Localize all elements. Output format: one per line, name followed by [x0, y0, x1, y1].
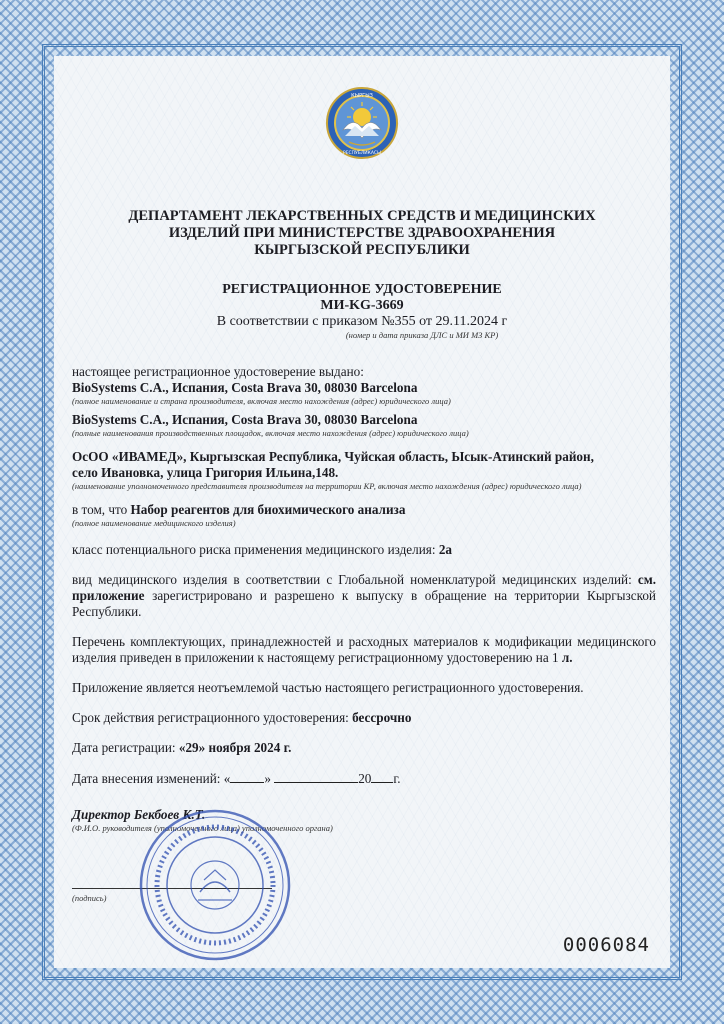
manufacturer: BioSystems С.А., Испания, Costa Brava 30, 08030 Barcelona [72, 380, 418, 395]
representative-note: (наименование уполномоченного представителя производителя на территории КР, включая место нахождения (адрес) юридического лица) [72, 481, 582, 491]
month-blank [274, 770, 358, 783]
changes-date-mid: » [264, 771, 275, 786]
risk-class-line [72, 542, 656, 558]
certificate-title: РЕГИСТРАЦИОННОЕ УДОСТОВЕРЕНИЕ [222, 282, 502, 297]
accessories-text: Перечень комплектующих, принадлежностей и расходных материалов к модификации медицинского изделия приведен в приложении к настоящему регистрационному удостоверению на 1 [72, 634, 656, 665]
changes-date-end: г. [393, 771, 401, 786]
certificate-number: МИ-KG-3669 [320, 298, 404, 313]
validity-value: бессрочно [352, 710, 412, 725]
changes-date-label: Дата внесения изменений: « [72, 771, 231, 786]
department-line: КЫРГЫЗСКОЙ РЕСПУБЛИКИ [254, 242, 470, 258]
registration-date-value: «29» ноября 2024 г. [178, 740, 292, 755]
department-line: ДЕПАРТАМЕНТ ЛЕКАРСТВЕННЫХ СРЕДСТВ И МЕДИЦИНСКИХ [128, 208, 596, 224]
certificate-page [54, 56, 670, 968]
risk-class-value: 2а [438, 542, 453, 557]
year-blank [371, 770, 393, 783]
certificate-body [72, 364, 656, 833]
signature-note: (подпись) [72, 893, 107, 903]
appendix-statement: Приложение является неотъемлемой частью настоящего регистрационного удостоверения. [72, 680, 584, 695]
manufacturer-note: (полное наименование и страна производителя, включая место нахождения (адрес) юридического лица) [72, 396, 451, 406]
department-line: ИЗДЕЛИЙ ПРИ МИНИСТЕРСТВЕ ЗДРАВООХРАНЕНИЯ [168, 225, 556, 241]
nomenclature-text: вид медицинского изделия в соответствии с Глобальной номенклатурой медицинских изделий: [72, 572, 638, 587]
production-sites: BioSystems С.А., Испания, Costa Brava 30, 08030 Barcelona [72, 412, 418, 427]
director-note: (Ф.И.О. руководителя (уполномоченного лица) уполномоченного органа) [72, 823, 333, 833]
changes-date-year: 20 [358, 771, 372, 786]
nomenclature-paragraph [72, 572, 656, 620]
official-stamp-icon [138, 808, 292, 962]
device-note: (полное наименование медицинского изделия) [72, 518, 236, 528]
registration-date-label: Дата регистрации: [72, 740, 179, 755]
accessories-paragraph [72, 634, 656, 666]
department-header [54, 208, 670, 259]
production-sites-note: (полные наименования производственных площадок, включая место нахождения (адрес) юридического лица) [72, 428, 469, 438]
representative-line: ОсОО «ИВАМЕД», Кыргызская Республика, Чуйская область, Ысык-Атинский район, [72, 449, 594, 464]
certificate-title-block [54, 282, 670, 340]
order-line: В соответствии с приказом №355 от 29.11.2024 г [216, 314, 508, 329]
registration-date-line [72, 740, 656, 756]
nomenclature-text-end: зарегистрировано и разрешено к выпуску в обращение на территории Кыргызской Республики. [72, 588, 656, 619]
risk-class-label: класс потенциального риска применения медицинского изделия: [72, 542, 439, 557]
serial-number: 0006084 [562, 934, 650, 956]
emblem-top-text: КЫРГЫЗ [351, 93, 373, 99]
validity-line [72, 710, 656, 726]
device-prefix: в том, что [72, 502, 131, 517]
order-note: (номер и дата приказа ДЛС и МИ МЗ КР) [345, 330, 499, 340]
state-emblem-icon [325, 86, 399, 160]
device-name: Набор реагентов для биохимического анализа [130, 502, 406, 517]
changes-date-line [72, 770, 656, 787]
issued-intro: настоящее регистрационное удостоверение выдано: [72, 364, 364, 379]
nomenclature-appendix: см. приложение [72, 572, 656, 603]
device-line [72, 502, 656, 518]
validity-label: Срок действия регистрационного удостоверения: [72, 710, 353, 725]
accessories-sheets: л. [561, 650, 573, 665]
director-name: Директор Бекбоев К.Т. [72, 807, 206, 822]
day-blank [230, 770, 264, 783]
representative-line: село Ивановка, улица Григория Ильина,148. [72, 465, 339, 480]
emblem-bottom-text: РЕСПУБЛИКАСЫ [342, 151, 382, 156]
